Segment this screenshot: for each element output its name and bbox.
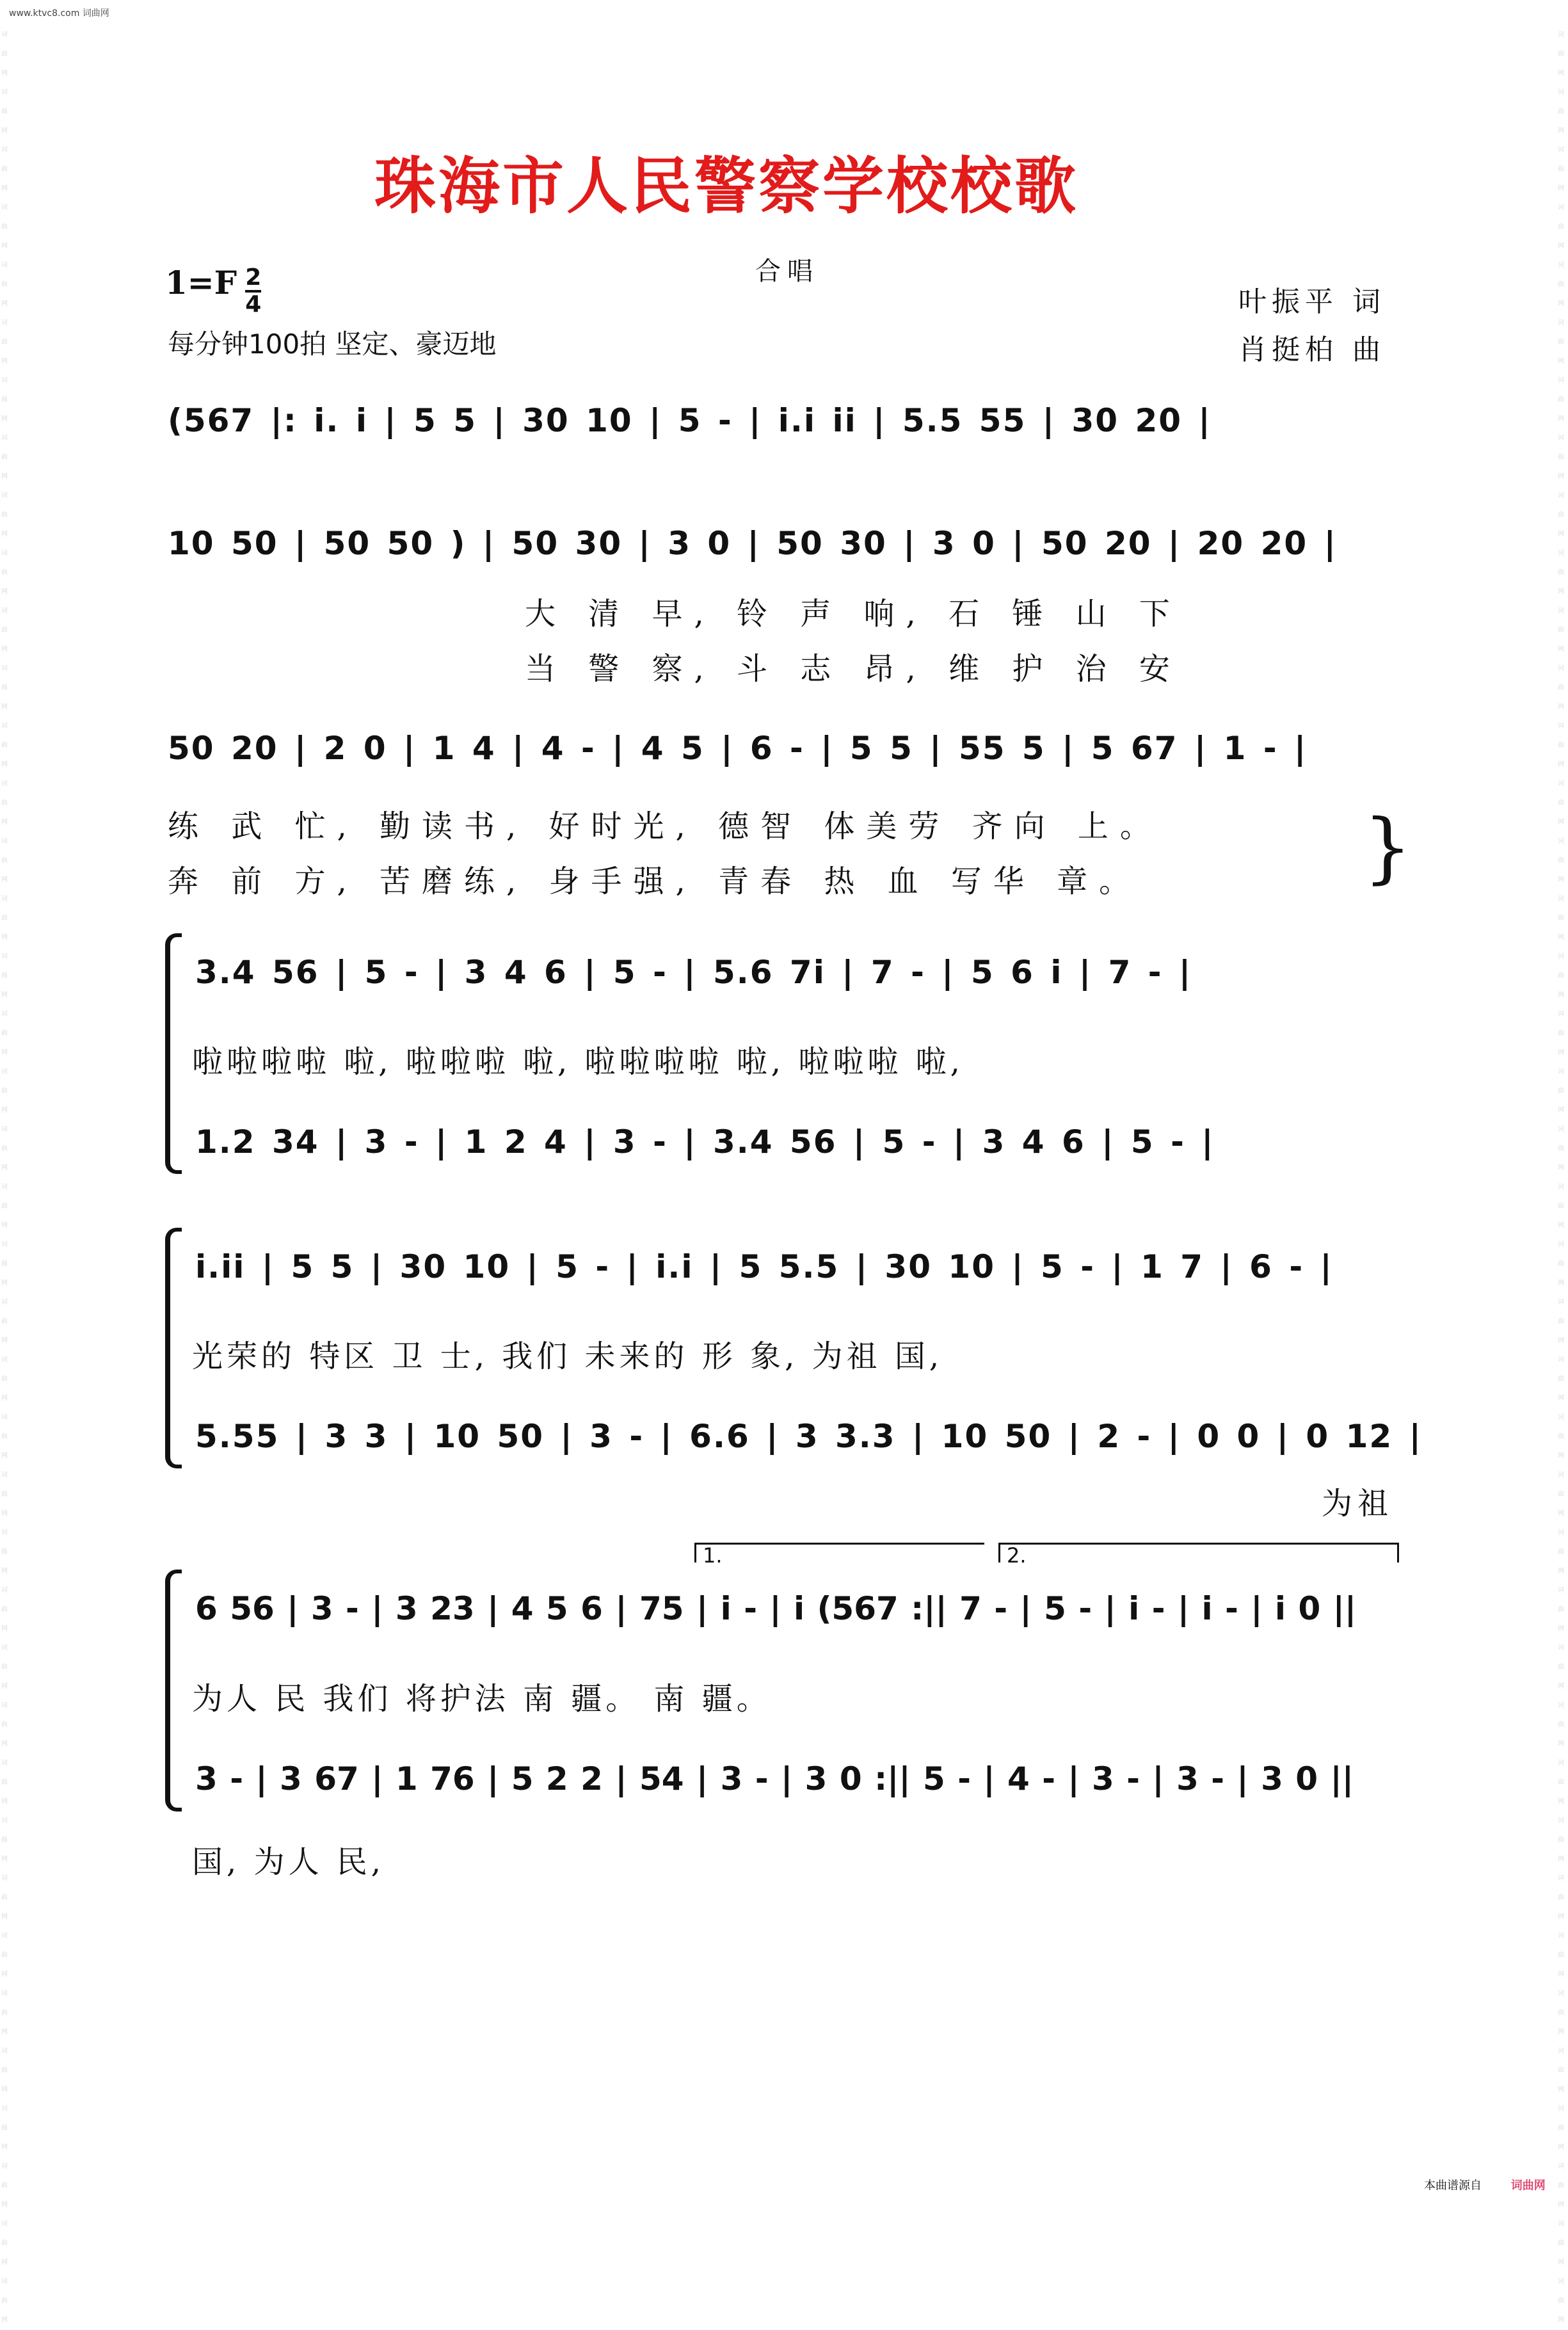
system-2-upper: i.ii | 5 5 | 30 10 | 5 - | i.i | 5 5.5 | 30 10 | 5 - | 1 7 | 6 - | [195, 1248, 1333, 1285]
right-watermark: 词曲网词曲网词曲网词曲网词曲网词曲网词曲网词曲网词曲网词曲网词曲网词曲网词曲网词曲网词曲网词曲网词曲网词曲网词曲网词曲网词曲网词曲网词曲网词曲网词曲网词曲网词曲网词曲网词曲网词曲网词曲网词曲网词曲网词曲网词曲网词曲网词曲网词曲网词曲网词曲网 [1558, 31, 1564, 2324]
key-signature [165, 264, 261, 317]
system-1-lyric: 啦啦啦啦 啦, 啦啦啦 啦, 啦啦啦啦 啦, 啦啦啦 啦, [192, 1044, 964, 1080]
site-url[interactable]: www.ktvc8.com [9, 8, 80, 19]
system-2-lower: 5.55 | 3 3 | 10 50 | 3 - | 6.6 | 3 3.3 | 10 50 | 2 - | 0 0 | 0 12 | [195, 1418, 1422, 1455]
system-1-lower: 1.2 34 | 3 - | 1 2 4 | 3 - | 3.4 56 | 5 - | 3 4 6 | 5 - | [195, 1123, 1215, 1161]
key-label: 1=F [165, 264, 237, 301]
volta-1 [694, 1543, 984, 1568]
footer-brand[interactable]: 词曲网 [1510, 2179, 1546, 2192]
system-3-extra-lyric: 国, 为人 民, [192, 1844, 385, 1880]
system-1-upper: 3.4 56 | 5 - | 3 4 6 | 5 - | 5.6 7i | 7 - | 5 6 i | 7 - | [195, 954, 1192, 991]
time-sig-top: 2 [245, 266, 261, 293]
system-3-bracket [165, 1570, 182, 1812]
tempo-marking: 每分钟100拍 坚定、豪迈地 [168, 328, 497, 360]
lyric-line-3-verse-1: 练 武 忙, 勤读书, 好时光, 德智 体美劳 齐向 上。 [168, 808, 1162, 844]
notation-line-2: 10 50 | 50 50 ) | 50 30 | 3 0 | 50 30 | 3 0 | 50 20 | 20 20 | [168, 525, 1337, 562]
system-3-lyric: 为人 民 我们 将护法 南 疆。 南 疆。 [192, 1681, 771, 1717]
system-2-bracket [165, 1228, 182, 1468]
system-3-lower: 3 - | 3 67 | 1 76 | 5 2 2 | 54 | 3 - | 3 0 :|| 5 - | 4 - | 3 - | 3 - | 3 0 || [195, 1760, 1354, 1797]
footer [1424, 2176, 1546, 2193]
system-2-extra-lyric: 为祖 [1322, 1486, 1394, 1522]
notation-line-1: (567 |: i. i | 5 5 | 30 10 | 5 - | i.i ii | 5.5 55 | 30 20 | [168, 402, 1212, 439]
system-1-bracket [165, 933, 182, 1174]
lyric-line-3-verse-2: 奔 前 方, 苦磨练, 身手强, 青春 热 血 写华 章。 [168, 864, 1142, 899]
page-title: 珠海市人民警察学校校歌 [374, 150, 1078, 222]
site-header [9, 6, 109, 19]
volta-2-label: 2. [1007, 1543, 1027, 1568]
lyric-line-2-verse-1: 大 清 早, 铃 声 响, 石 锤 山 下 [525, 596, 1181, 632]
lyricist-credit: 叶振平 词 [1238, 285, 1386, 318]
footer-text: 本曲谱源自 [1424, 2179, 1482, 2192]
volta-2 [998, 1543, 1399, 1568]
system-2-lyric: 光荣的 特区 卫 士, 我们 未来的 形 象, 为祖 国, [192, 1338, 943, 1374]
subtitle: 合唱 [755, 257, 819, 286]
left-watermark: 词曲网词曲网词曲网词曲网词曲网词曲网词曲网词曲网词曲网词曲网词曲网词曲网词曲网词曲网词曲网词曲网词曲网词曲网词曲网词曲网词曲网词曲网词曲网词曲网词曲网词曲网词曲网词曲网词曲网词曲网词曲网词曲网词曲网词曲网词曲网词曲网词曲网词曲网词曲网词曲网 [1, 31, 8, 2324]
time-signature [245, 266, 261, 317]
site-brand: 词曲网 [82, 8, 109, 19]
verse-brace: } [1363, 803, 1412, 892]
lyric-line-2-verse-2: 当 警 察, 斗 志 昂, 维 护 治 安 [525, 651, 1181, 687]
notation-line-3: 50 20 | 2 0 | 1 4 | 4 - | 4 5 | 6 - | 5 5 | 55 5 | 5 67 | 1 - | [168, 730, 1308, 767]
volta-1-label: 1. [703, 1543, 723, 1568]
system-3-upper: 6 56 | 3 - | 3 23 | 4 5 6 | 75 | i - | i (567 :|| 7 - | 5 - | i - | i - | i 0 || [195, 1590, 1357, 1627]
time-sig-bottom: 4 [245, 291, 262, 317]
composer-credit: 肖挺柏 曲 [1238, 333, 1386, 366]
